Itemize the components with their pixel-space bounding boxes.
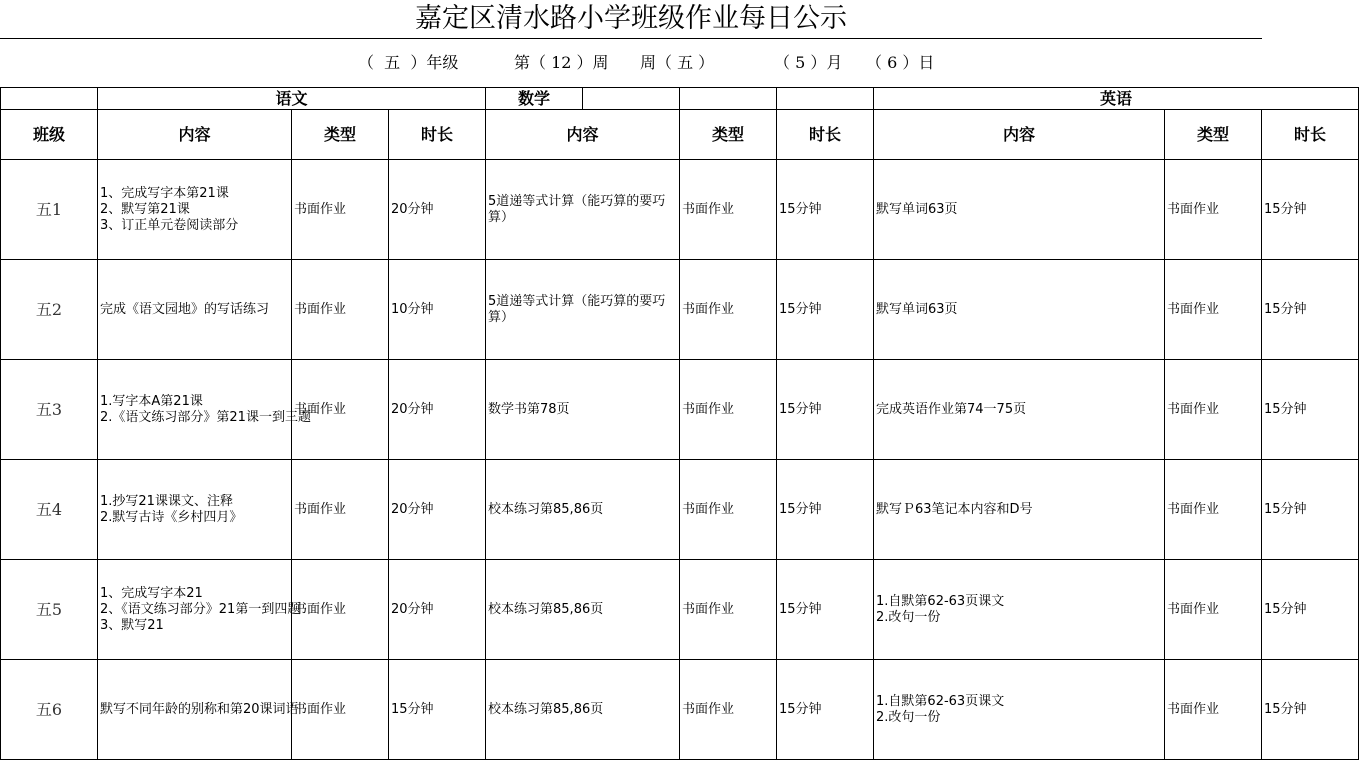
english-duration: 15分钟 [1262, 660, 1359, 760]
chinese-type: 书面作业 [292, 260, 389, 360]
subject-english: 英语 [874, 88, 1359, 110]
english-duration: 15分钟 [1262, 360, 1359, 460]
math-content: 数学书第78页 [486, 360, 680, 460]
math-content: 校本练习第85,86页 [486, 560, 680, 660]
english-content [874, 260, 1165, 360]
content-line: 默写单词63页 [876, 301, 958, 317]
chinese-duration: 10分钟 [389, 260, 486, 360]
english-content [874, 660, 1165, 760]
english-duration: 15分钟 [1262, 160, 1359, 260]
english-type: 书面作业 [1165, 660, 1262, 760]
content-line: 2.改句一份 [876, 609, 941, 625]
content-line: 1.自默第62-63页课文 [876, 693, 1005, 709]
math-content: 校本练习第85,86页 [486, 660, 680, 760]
class-cell: 五3 [1, 360, 98, 460]
table-row [1, 360, 1359, 460]
english-content [874, 160, 1165, 260]
english-content [874, 460, 1165, 560]
date-line [0, 38, 1262, 88]
math-duration: 15分钟 [777, 460, 874, 560]
chinese-duration: 20分钟 [389, 460, 486, 560]
content-line: 1.写字本A第21课 [100, 393, 203, 409]
subject-chinese: 语文 [98, 88, 486, 110]
header-math-duration: 时长 [777, 110, 874, 160]
class-cell: 五4 [1, 460, 98, 560]
math-type: 书面作业 [680, 460, 777, 560]
content-line: 2.默写古诗《乡村四月》 [100, 509, 243, 525]
chinese-duration: 20分钟 [389, 360, 486, 460]
week-label: 第（ 12 ）周 [514, 53, 609, 72]
page-title: 嘉定区清水路小学班级作业每日公示 [0, 0, 1262, 39]
content-line: 默写不同年龄的别称和第20课词语 [100, 701, 299, 717]
chinese-duration: 15分钟 [389, 660, 486, 760]
content-line: 默写Ｐ63笔记本内容和D号 [876, 501, 1033, 517]
english-duration: 15分钟 [1262, 460, 1359, 560]
class-cell: 五5 [1, 560, 98, 660]
chinese-type: 书面作业 [292, 560, 389, 660]
chinese-content [98, 360, 311, 460]
content-line: 2.改句一份 [876, 709, 941, 725]
chinese-type: 书面作业 [292, 460, 389, 560]
table-row [1, 660, 1359, 760]
math-type: 书面作业 [680, 260, 777, 360]
month-label: （ 5 ）月 [774, 53, 843, 72]
math-type: 书面作业 [680, 660, 777, 760]
math-duration: 15分钟 [777, 160, 874, 260]
column-header-row [1, 110, 1359, 160]
math-content: 5道递等式计算（能巧算的要巧算） [486, 160, 680, 260]
chinese-type: 书面作业 [292, 160, 389, 260]
chinese-content [98, 460, 292, 560]
chinese-content [98, 160, 292, 260]
table-row [1, 260, 1359, 360]
content-line: 3、默写21 [100, 617, 164, 633]
header-chinese-type: 类型 [292, 110, 389, 160]
english-type: 书面作业 [1165, 560, 1262, 660]
content-line: 完成英语作业第74一75页 [876, 401, 1027, 417]
header-english-duration: 时长 [1262, 110, 1359, 160]
content-line: 1.抄写21课课文、注释 [100, 493, 233, 509]
content-line: 3、订正单元卷阅读部分 [100, 217, 239, 233]
math-duration: 15分钟 [777, 360, 874, 460]
english-duration: 15分钟 [1262, 260, 1359, 360]
english-type: 书面作业 [1165, 160, 1262, 260]
english-type: 书面作业 [1165, 460, 1262, 560]
subject-header-row [1, 88, 1359, 110]
math-duration: 15分钟 [777, 560, 874, 660]
chinese-content [98, 260, 292, 360]
header-chinese-duration: 时长 [389, 110, 486, 160]
math-type: 书面作业 [680, 360, 777, 460]
content-line: 默写单词63页 [876, 201, 958, 217]
day-label: （ 6 ）日 [866, 53, 935, 72]
math-content: 校本练习第85,86页 [486, 460, 680, 560]
class-cell: 五2 [1, 260, 98, 360]
table-row [1, 460, 1359, 560]
content-line: 1、完成写字本第21课 [100, 185, 229, 201]
header-class: 班级 [1, 110, 98, 160]
math-duration: 15分钟 [777, 260, 874, 360]
english-duration: 15分钟 [1262, 560, 1359, 660]
chinese-type: 书面作业 [292, 360, 389, 460]
english-type: 书面作业 [1165, 260, 1262, 360]
header-english-type: 类型 [1165, 110, 1262, 160]
content-line: 2、《语文练习部分》21第一到四题 [100, 601, 301, 617]
english-type: 书面作业 [1165, 360, 1262, 460]
header-english-content: 内容 [874, 110, 1165, 160]
content-line: 1、完成写字本21 [100, 585, 203, 601]
class-cell: 五1 [1, 160, 98, 260]
chinese-duration: 20分钟 [389, 160, 486, 260]
math-content: 5道递等式计算（能巧算的要巧算） [486, 260, 680, 360]
math-type: 书面作业 [680, 560, 777, 660]
chinese-duration: 20分钟 [389, 560, 486, 660]
weekday-label: 周（ 五 ） [640, 53, 715, 72]
chinese-content [98, 560, 301, 660]
chinese-content [98, 660, 299, 760]
english-content [874, 360, 1165, 460]
homework-table [0, 87, 1359, 760]
math-type: 书面作业 [680, 160, 777, 260]
content-line: 2、默写第21课 [100, 201, 190, 217]
header-chinese-content: 内容 [98, 110, 292, 160]
table-row [1, 160, 1359, 260]
header-math-type: 类型 [680, 110, 777, 160]
table-row [1, 560, 1359, 660]
math-duration: 15分钟 [777, 660, 874, 760]
header-math-content: 内容 [486, 110, 680, 160]
chinese-type: 书面作业 [292, 660, 389, 760]
class-cell: 五6 [1, 660, 98, 760]
subject-math: 数学 [486, 88, 583, 110]
content-line: 1.自默第62-63页课文 [876, 593, 1005, 609]
content-line: 2.《语文练习部分》第21课一到三题 [100, 409, 311, 425]
english-content [874, 560, 1165, 660]
content-line: 完成《语文园地》的写话练习 [100, 301, 270, 317]
grade-label: （ 五 ）年级 [358, 53, 459, 72]
